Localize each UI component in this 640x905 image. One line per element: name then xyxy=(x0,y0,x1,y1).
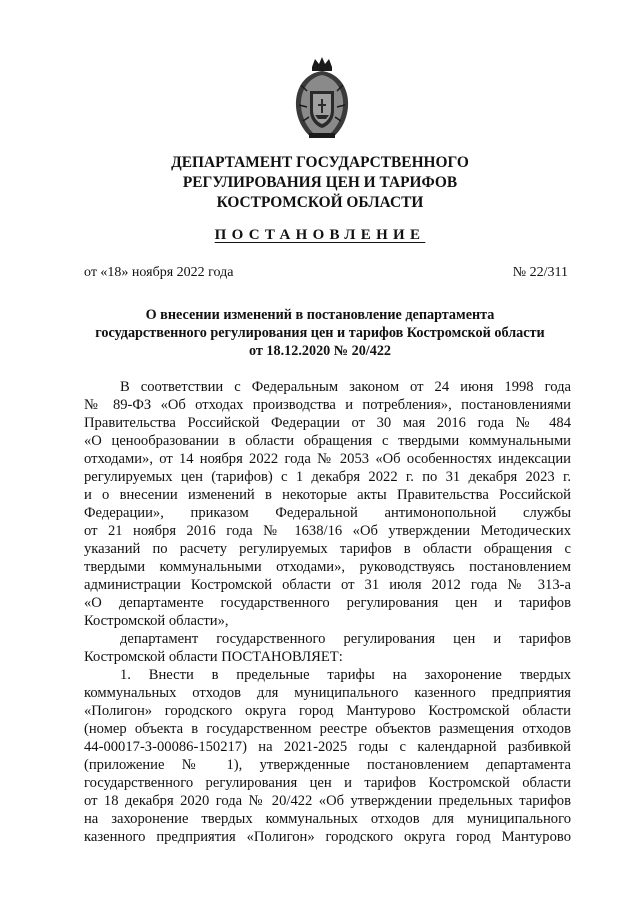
document-subject xyxy=(60,306,580,360)
document-date: от «18» ноября 2022 года xyxy=(84,265,234,280)
body-line: «Полигон» городского округа город Мантурово Костромской области xyxy=(84,703,571,719)
body-line: В соответствии с Федеральным законом от 24 июня 1998 года xyxy=(120,379,571,395)
body-line: казенного предприятия «Полигон» городского округа город Мантурово xyxy=(84,829,571,845)
body-line: от 21 ноября 2016 года № 1638/16 «Об утверждении Методических xyxy=(84,523,571,539)
body-line: (приложение № 1), утвержденные постановлением департамента xyxy=(84,757,571,773)
organization-name xyxy=(60,153,580,213)
body-line: 1. Внести в предельные тарифы на захоронение твердых xyxy=(120,667,571,683)
body-line: указаний по расчету регулируемых тарифов в области обращения с xyxy=(84,541,571,557)
coat-of-arms-icon xyxy=(293,55,351,141)
body-line: № 89-ФЗ «Об отходах производства и потребления», постановлениями xyxy=(84,397,571,413)
body-line: администрации Костромской области от 31 июля 2012 года № 313-а xyxy=(84,577,571,593)
document-body xyxy=(84,378,571,846)
body-line: и о внесении изменений в некоторые акты Правительства Российской xyxy=(84,487,571,503)
body-line: государственного регулирования цен и тарифов Костромской области xyxy=(84,775,571,791)
body-line: коммунальных отходов для муниципального казенного предприятия xyxy=(84,685,571,701)
body-line: Костромской области ПОСТАНОВЛЯЕТ: xyxy=(84,649,343,665)
body-line: отходами», от 14 ноября 2022 года № 2053 «Об особенностях индексации xyxy=(84,451,571,467)
org-name-line: ДЕПАРТАМЕНТ ГОСУДАРСТВЕННОГО xyxy=(171,154,469,171)
body-line: Федерации», приказом Федеральной антимонопольной службы xyxy=(84,505,571,521)
body-line: департамент государственного регулирования цен и тарифов xyxy=(120,631,571,647)
document-type-title: ПОСТАНОВЛЕНИЕ xyxy=(214,227,426,243)
org-name-line: РЕГУЛИРОВАНИЯ ЦЕН И ТАРИФОВ xyxy=(182,174,458,191)
body-line: от 18 декабря 2020 года № 20/422 «Об утверждении предельных тарифов xyxy=(84,793,571,809)
date-number-line xyxy=(84,265,568,281)
body-line: регулируемых цен (тарифов) с 1 декабря 2022 г. по 31 декабря 2023 г. xyxy=(84,469,571,485)
body-line: «О департаменте государственного регулирования цен и тарифов xyxy=(84,595,571,611)
body-line: на захоронение твердых коммунальных отходов для муниципального xyxy=(84,811,571,827)
org-name-line: КОСТРОМСКОЙ ОБЛАСТИ xyxy=(216,194,424,211)
body-line: твердыми коммунальными отходами», руководствуясь постановлением xyxy=(84,559,571,575)
subject-line: О внесении изменений в постановление департамента xyxy=(145,307,495,323)
body-line: (номер объекта в государственном реестре объектов размещения отходов xyxy=(84,721,571,737)
subject-line: государственного регулирования цен и тарифов Костромской области xyxy=(95,325,545,341)
body-line: Правительства Российской Федерации от 30 мая 2016 года № 484 xyxy=(84,415,571,431)
body-line: «О ценообразовании в области обращения с твердыми коммунальными xyxy=(84,433,571,449)
document-number: № 22/311 xyxy=(512,265,568,280)
body-line: Костромской области», xyxy=(84,613,229,629)
body-line: 44-00017-З-00086-150217) на 2021-2025 годы с календарной разбивкой xyxy=(84,739,571,755)
subject-line: от 18.12.2020 № 20/422 xyxy=(248,343,392,359)
